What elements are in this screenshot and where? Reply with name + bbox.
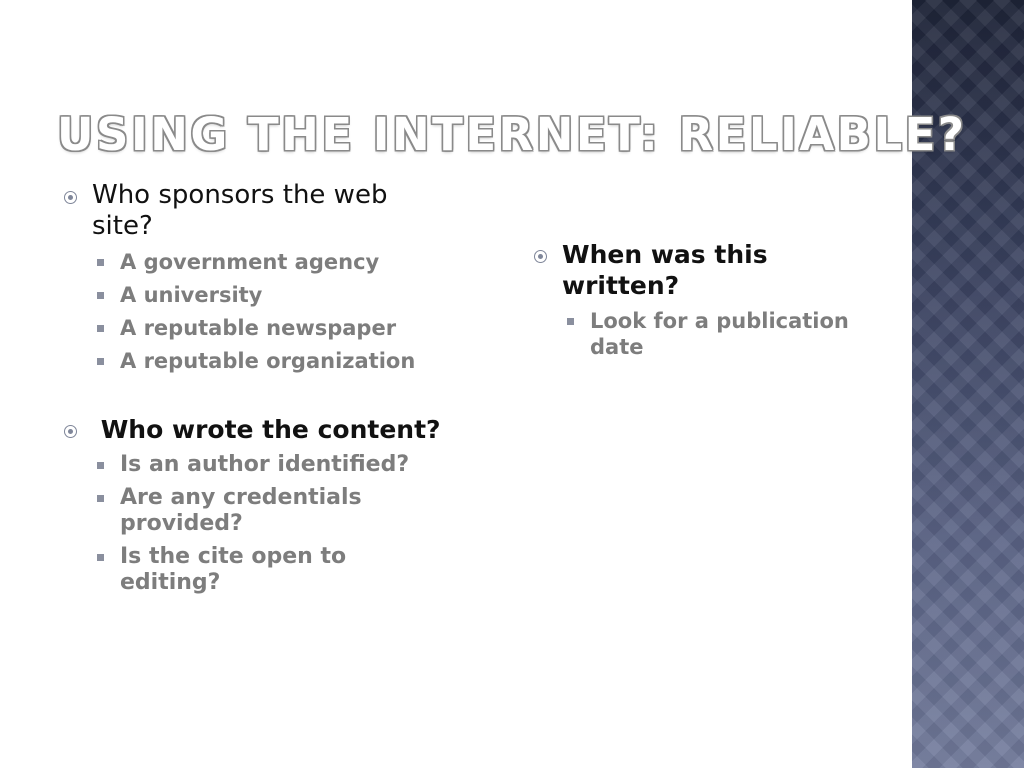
sub-bullet [562,308,882,360]
sub-bullet-text: Is an author identified? [120,452,410,477]
square-bullet-icon [97,462,104,469]
left-content-column [62,180,442,603]
sub-bullet [92,348,442,374]
sub-bullet [92,282,442,308]
bullet-author [62,414,442,596]
slide-title: USING THE INTERNET: RELIABLE? [57,108,967,161]
square-bullet-icon [97,358,104,365]
square-bullet-icon [97,495,104,502]
circle-dot-bullet-icon [64,191,77,204]
square-bullet-icon [97,325,104,332]
sub-bullet [92,315,442,341]
sub-bullet-text: A government agency [120,250,380,274]
bullet-sponsor [62,180,442,374]
sub-bullet-text: Are any credentials provided? [120,485,362,536]
sub-bullet [92,249,442,275]
sub-bullet [92,452,442,478]
sub-bullet-text: Look for a publication date [590,309,849,359]
circle-dot-bullet-icon [64,425,77,438]
square-bullet-icon [97,292,104,299]
right-content-column [532,239,882,367]
sub-bullet-text: A reputable organization [120,349,416,373]
bullet-date [532,239,882,360]
bullet-heading: Who wrote the content? [92,415,441,444]
bullet-heading: When was this written? [562,240,768,300]
sub-bullet [92,485,442,537]
sub-bullet-text: Is the cite open to editing? [120,544,347,595]
sub-bullet [92,544,442,596]
square-bullet-icon [567,318,574,325]
square-bullet-icon [97,259,104,266]
bullet-heading: Who sponsors the web site? [92,180,388,241]
sub-bullet-text: A university [120,283,263,307]
circle-dot-bullet-icon [534,250,547,263]
square-bullet-icon [97,554,104,561]
sub-bullet-text: A reputable newspaper [120,316,397,340]
